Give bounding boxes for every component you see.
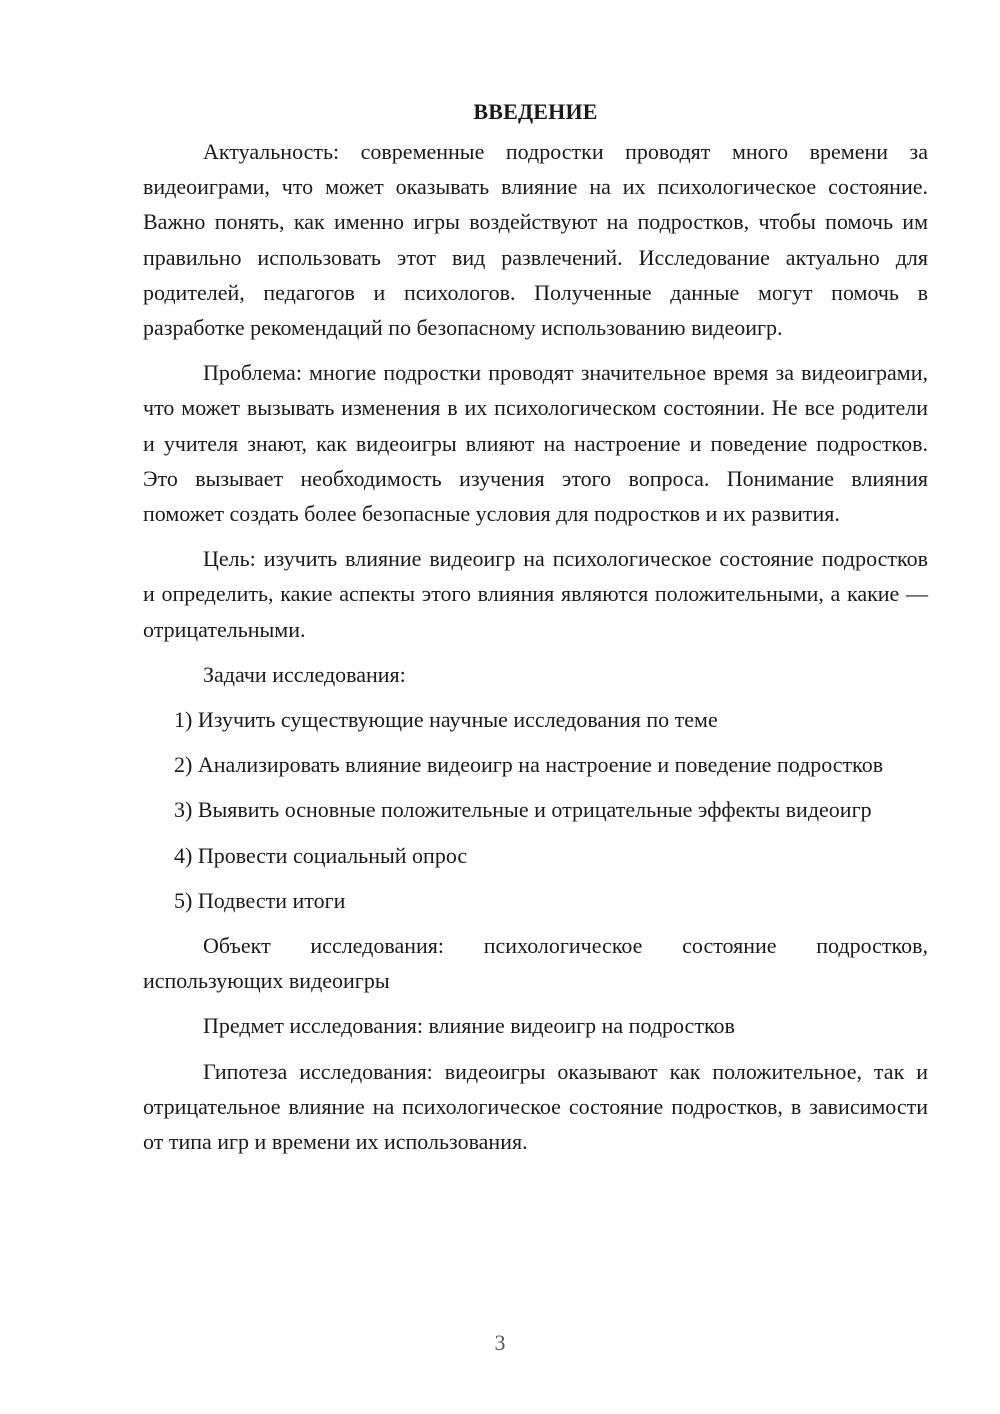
object-paragraph: Объект исследования: психологическое состояние подростков, использующих видеоигры <box>143 933 928 994</box>
document-page <box>143 94 928 1159</box>
subject-paragraph: Предмет исследования: влияние видеоигр на подростков <box>203 1013 735 1039</box>
tasks-heading: Задачи исследования: <box>203 661 406 687</box>
hypothesis-paragraph: Гипотеза исследования: видеоигры оказывают как положительное, так и отрицательное влияние на психологическое состояние подростков, в зависимости от типа игр и времени их использования. <box>143 1058 928 1155</box>
problem-paragraph: Проблема: многие подростки проводят значительное время за видеоиграми, что может вызывать изменения в их психологическом состоянии. Не все родители и учителя знают, как видеоигры влияют на настроение и поведение подростков. Это вызывает необходимость изучения этого вопроса. Понимание влияния поможет создать более безопасные условия для подростков и их развития. <box>143 360 928 527</box>
task-item: 4) Провести социальный опрос <box>174 842 468 868</box>
task-item: 2) Анализировать влияние видеоигр на настроение и поведение подростков <box>174 752 884 778</box>
goal-paragraph: Цель: изучить влияние видеоигр на психологическое состояние подростков и определить, какие аспекты этого влияния являются положительными, а какие — отрицательными. <box>143 546 928 642</box>
task-item: 1) Изучить существующие научные исследования по теме <box>174 707 718 733</box>
task-item: 3) Выявить основные положительные и отрицательные эффекты видеоигр <box>174 797 872 823</box>
task-item: 5) Подвести итоги <box>174 887 346 913</box>
tasks-list <box>143 702 928 918</box>
page-title: ВВЕДЕНИЕ <box>473 99 598 124</box>
page-number: 3 <box>494 1330 506 1355</box>
relevance-paragraph: Актуальность: современные подростки проводят много времени за видеоиграми, что может оказывать влияние на их психологическое состояние. Важно понять, как именно игры воздействуют на подростков, чтобы помочь им правильно использовать этот вид развлечений. Исследование актуально для родителей, педагогов и психологов. Полученные данные могут помочь в разработке рекомендаций по безопасному использованию видеоигр. <box>143 139 928 341</box>
